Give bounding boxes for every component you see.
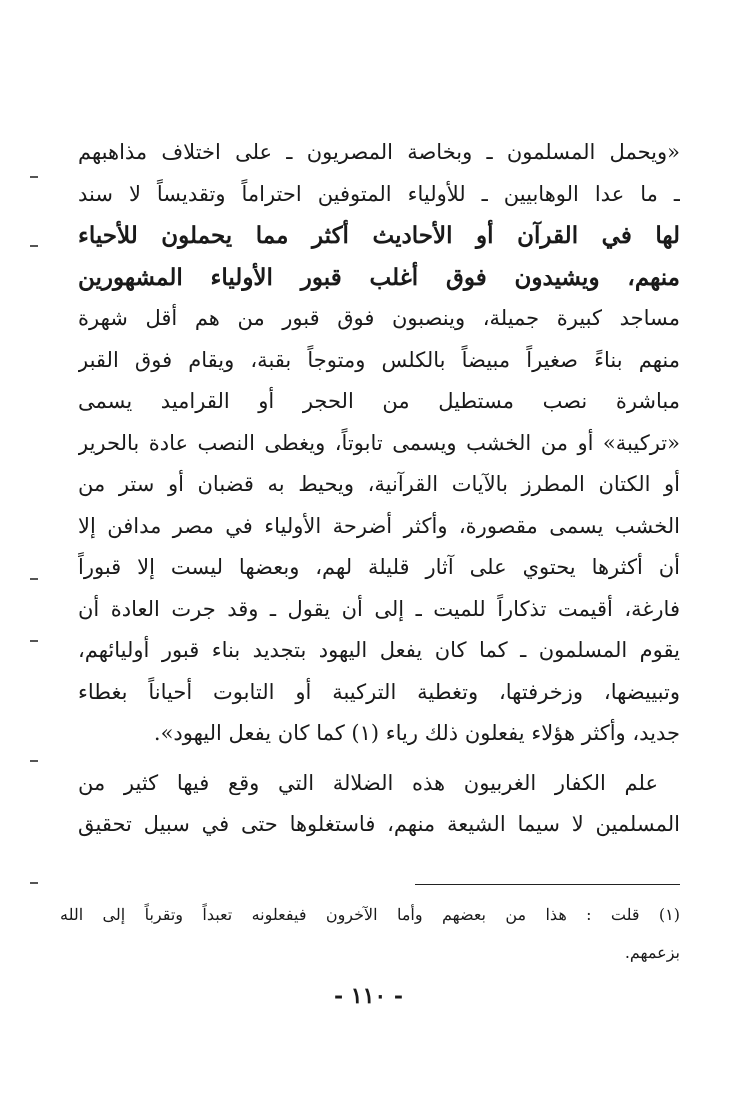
- text-line: لها في القرآن أو الأحاديث أكثر مما يحملون للأحياء: [78, 222, 680, 249]
- scan-mark: [30, 640, 38, 642]
- text-line: منهم بناءً صغيراً مبيضاً بالكلس ومتوجاً بقبة، ويقام فوق القبر: [78, 347, 680, 372]
- scan-mark: [30, 245, 38, 247]
- text-line: فارغة، أقيمت تذكاراً للميت ـ إلى أن يقول ـ وقد جرت العادة أن: [78, 596, 680, 621]
- scan-mark: [30, 760, 38, 762]
- text-line: جديد، وأكثر هؤلاء يفعلون ذلك رياء (١) كما كان يفعل اليهود».: [153, 721, 680, 745]
- text-line: منهم، ويشيدون فوق أغلب قبور الأولياء المشهورين: [78, 263, 680, 291]
- footnote-separator: [415, 884, 680, 885]
- scan-mark: [30, 882, 38, 884]
- text-line: المسلمين لا سيما الشيعة منهم، فاستغلوها حتى في سبيل تحقيق: [78, 812, 680, 836]
- text-line: الخشب يسمى مقصورة، وأكثر أضرحة الأولياء في مصر مدافن إلا: [78, 513, 680, 538]
- text-line: يقوم المسلمون ـ كما كان يفعل اليهود بتجديد بناء قبور أوليائهم،: [78, 638, 680, 662]
- footnote-line: بزعمهم.: [624, 943, 680, 962]
- text-line: أن أكثرها يحتوي على آثار قليلة لهم، وبعضها ليست إلا قبوراً: [78, 555, 680, 579]
- scan-mark: [30, 176, 38, 178]
- text-line: «ويحمل المسلمون ـ وبخاصة المصريون ـ على اختلاف مذاهبهم: [78, 140, 680, 164]
- footnote: [60, 896, 680, 972]
- text-line: ـ ما عدا الوهابيين ـ للأولياء المتوفين احتراماً وتقديساً لا سند: [78, 181, 680, 206]
- page-number: - ١١٠ -: [333, 983, 404, 1009]
- text-line: علم الكفار الغربيون هذه الضلالة التي وقع فيها كثير من: [78, 770, 658, 795]
- text-line: وتبييضها، وزخرفتها، وتغطية التركيبة أو التابوت أحياناً بغطاء: [78, 679, 680, 704]
- text-line: مباشرة نصب مستطيل من الحجر أو القراميد يسمى: [78, 389, 680, 413]
- paragraph-gap: [78, 755, 680, 763]
- text-line: «تركيبة» أو من الخشب ويسمى تابوتاً، ويغطى النصب عادة بالحرير: [78, 430, 680, 455]
- text-line: أو الكتان المطرز بالآيات القرآنية، ويحيط به قضبان أو ستر من: [78, 472, 680, 496]
- scan-mark: [30, 578, 38, 580]
- footnote-line: (١) قلت : هذا من بعضهم وأما الآخرون فيفعلونه تعبداً وتقرباً إلى الله: [60, 905, 680, 924]
- text-line: مساجد كبيرة جميلة، وينصبون فوق قبور من هم أقل شهرة: [78, 306, 680, 330]
- main-text: [78, 132, 680, 846]
